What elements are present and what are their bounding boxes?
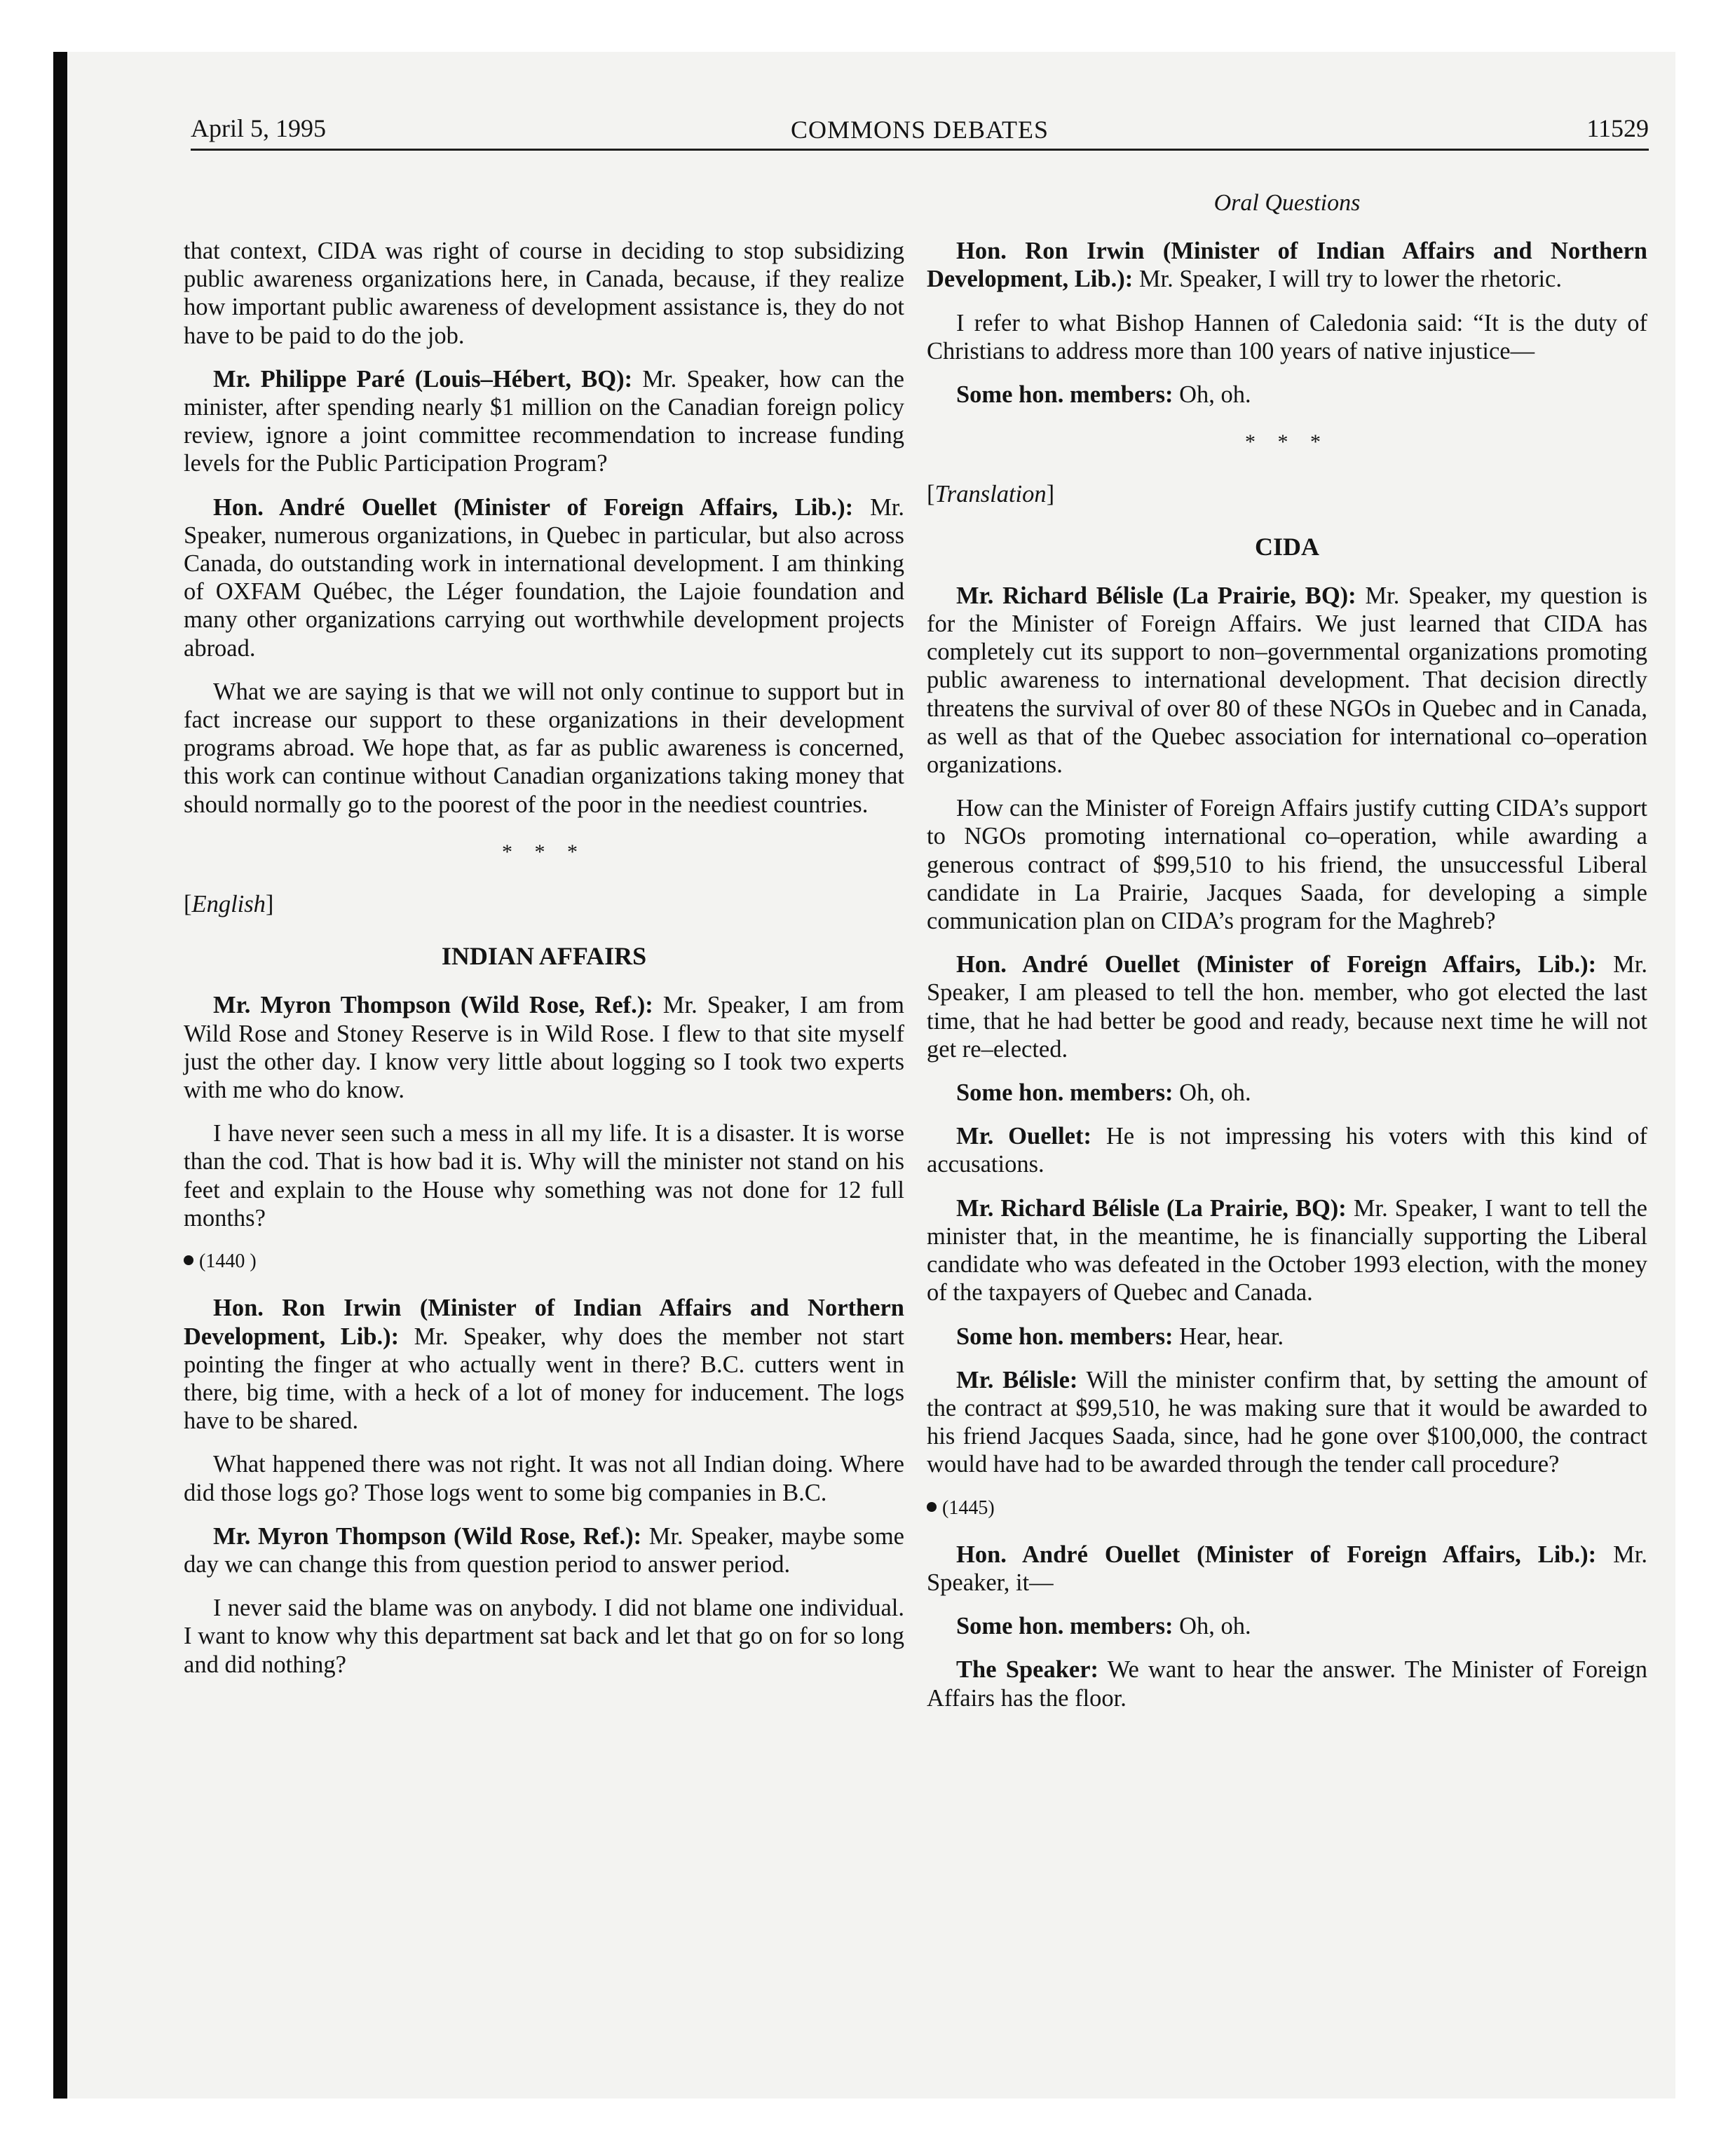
paragraph <box>927 237 1647 293</box>
speech-text: Will the minister confirm that, by setting the amount of the contract at $99,510, he was making sure that it would be awarded to his friend Jacques Saada, since, had he gone over $100,000, the contract would have had to be awarded through the tender call procedure? <box>927 1366 1647 1478</box>
speaker-name: Mr. Ouellet: <box>956 1123 1091 1150</box>
page-number: 11529 <box>1586 114 1649 142</box>
speech-text: He is not impressing his voters with this kind of accusations. <box>927 1123 1647 1178</box>
paragraph <box>184 1522 904 1578</box>
paragraph: What happened there was not right. It was not all Indian doing. Where did those logs go? Those logs went to some big companies in B.C. <box>184 1451 904 1506</box>
time-label: (1445) <box>942 1496 995 1519</box>
speech-text: Oh, oh. <box>1173 381 1251 409</box>
speech-text: Mr. Speaker, I will try to lower the rhetoric. <box>1133 266 1562 293</box>
speaker-name: Hon. Ron Irwin (Minister of Indian Affairs and Northern Development, Lib.): <box>927 238 1647 293</box>
speaker-name: Some hon. members: <box>956 1613 1173 1640</box>
header-title: COMMONS DEBATES <box>790 116 1049 144</box>
speech-text: Mr. Speaker, how can the minister, after spending nearly $1 million on the Canadian foreign policy review, ignore a joint committee recommendation to increase funding levels for the Public Participation Program? <box>184 365 904 477</box>
paragraph <box>927 1323 1647 1351</box>
language-marker: [English] <box>184 891 274 918</box>
paragraph <box>927 1541 1647 1597</box>
speech-text: Mr. Speaker, I am pleased to tell the hon. member, who got elected the last time, that he had better be good and ready, because next time he will not get re–elected. <box>927 951 1647 1063</box>
language-label: English <box>191 891 266 918</box>
speaker-name: Hon. André Ouellet (Minister of Foreign Affairs, Lib.): <box>956 1541 1597 1568</box>
left-column <box>184 237 904 1694</box>
paragraph: How can the Minister of Foreign Affairs justify cutting CIDA’s support to NGOs promoting international co–operation, while awarding a generous contract of $99,510 to his friend, the unsuccessful Liberal candidate in La Prairie, Jacques Saada, for developing a simple communication plan on CIDA’s program for the Maghreb? <box>927 795 1647 935</box>
right-column <box>927 189 1647 1728</box>
paragraph: What we are saying is that we will not only continue to support but in fact increase our support to these organizations in their development programs abroad. We hope that, as far as public awareness is concerned, this work can continue without Canadian organizations taking money that should normally go to the poorest of the poor in the neediest countries. <box>184 678 904 818</box>
paragraph <box>184 991 904 1104</box>
speech-text: Hear, hear. <box>1173 1323 1284 1350</box>
section-separator: * * * <box>502 840 586 864</box>
speech-text: Mr. Speaker, I want to tell the minister that, in the meantime, he is financially supporting the Liberal candidate who was defeated in the October 1993 election, with the money of the taxpayers of Quebec and Canada. <box>927 1194 1647 1306</box>
binding-edge <box>53 52 67 2099</box>
paragraph <box>927 1656 1647 1712</box>
paragraph <box>927 1612 1647 1640</box>
speech-text: Mr. Speaker, my question is for the Minister of Foreign Affairs. We just learned that CIDA has completely cut its support to non–governmental organizations promoting public awareness to international development. That decision directly threatens the survival of over 80 of these NGOs in Quebec and in Canada, as well as that of the Quebec association for international co–operation organizations. <box>927 582 1647 779</box>
paragraph: I never said the blame was on anybody. I did not blame one individual. I want to know why this department sat back and let that go on for so long and did nothing? <box>184 1595 904 1678</box>
paragraph <box>184 365 904 478</box>
speech-text: We want to hear the answer. The Minister of Foreign Affairs has the floor. <box>927 1656 1648 1712</box>
paragraph <box>184 1294 904 1435</box>
paragraph: I refer to what Bishop Hannen of Caledonia said: “It is the duty of Christians to address more than 100 years of native injustice— <box>927 309 1647 364</box>
time-label: (1440 ) <box>199 1250 257 1273</box>
paragraph <box>927 1122 1647 1178</box>
speaker-name: Mr. Myron Thompson (Wild Rose, Ref.): <box>213 992 653 1019</box>
time-marker <box>184 1248 904 1276</box>
paragraph <box>927 1366 1647 1479</box>
time-marker <box>927 1494 1647 1522</box>
bullet-icon <box>927 1502 937 1512</box>
section-heading: CIDA <box>1254 532 1319 561</box>
speaker-name: Some hon. members: <box>956 1079 1173 1107</box>
speech-text: Mr. Speaker, numerous organizations, in Quebec in particular, but also across Canada, do outstanding work in international development. I am thinking of OXFAM Québec, the Léger foundation, the Lajoie foundation and many other organizations carrying out worthwhile development projects abroad. <box>184 493 904 662</box>
paragraph <box>927 582 1647 779</box>
speech-text: Mr. Speaker, I am from Wild Rose and Stoney Reserve is in Wild Rose. I flew to that site myself just the other day. I know very little about logging so I took two experts with me who do know. <box>184 992 904 1104</box>
section-heading: INDIAN AFFAIRS <box>441 942 647 971</box>
speaker-name: Mr. Philippe Paré (Louis–Hébert, BQ): <box>213 365 633 393</box>
speaker-name: Mr. Richard Bélisle (La Prairie, BQ): <box>956 582 1356 609</box>
paragraph <box>927 950 1647 1063</box>
paragraph: I have never seen such a mess in all my life. It is a disaster. It is worse than the cod. That is how bad it is. Why will the minister not stand on his feet and explain to the House why something was not done for 12 full months? <box>184 1120 904 1231</box>
running-head: Oral Questions <box>1213 190 1361 216</box>
speaker-name: Some hon. members: <box>956 1323 1173 1350</box>
speaker-name: Mr. Myron Thompson (Wild Rose, Ref.): <box>213 1522 642 1550</box>
speaker-name: Some hon. members: <box>956 381 1173 409</box>
speech-text: Mr. Speaker, it— <box>927 1541 1647 1596</box>
paragraph <box>927 1079 1647 1107</box>
paragraph <box>927 1194 1647 1307</box>
speaker-name: Mr. Richard Bélisle (La Prairie, BQ): <box>956 1194 1347 1222</box>
section-separator: * * * <box>1245 430 1329 454</box>
language-label: Translation <box>934 481 1047 508</box>
speaker-name: The Speaker: <box>956 1656 1099 1684</box>
speaker-name: Hon. André Ouellet (Minister of Foreign Affairs, Lib.): <box>956 951 1597 978</box>
paragraph <box>184 493 904 662</box>
speech-text: Mr. Speaker, why does the member not start pointing the finger at who actually went in there? B.C. cutters went in there, big time, with a heck of a lot of money for inducement. The logs have to be shared. <box>184 1323 904 1435</box>
paragraph: that context, CIDA was right of course in deciding to stop subsidizing public awareness organizations here, in Canada, because, if they realize how important public awareness of development assistance is, they do not have to be paid to do the job. <box>184 238 904 349</box>
speaker-name: Hon. André Ouellet (Minister of Foreign Affairs, Lib.): <box>213 493 854 521</box>
speech-text: Mr. Speaker, maybe some day we can change this from question period to answer period. <box>184 1522 904 1578</box>
language-marker: [Translation] <box>927 481 1055 508</box>
paragraph <box>927 381 1647 409</box>
header-date: April 5, 1995 <box>191 114 326 142</box>
header-rule <box>191 149 1649 151</box>
speech-text: Oh, oh. <box>1173 1613 1251 1640</box>
speech-text: Oh, oh. <box>1173 1079 1251 1107</box>
speaker-name: Mr. Bélisle: <box>956 1366 1078 1393</box>
speaker-name: Hon. Ron Irwin (Minister of Indian Affairs and Northern Development, Lib.): <box>184 1295 904 1350</box>
bullet-icon <box>184 1255 193 1265</box>
